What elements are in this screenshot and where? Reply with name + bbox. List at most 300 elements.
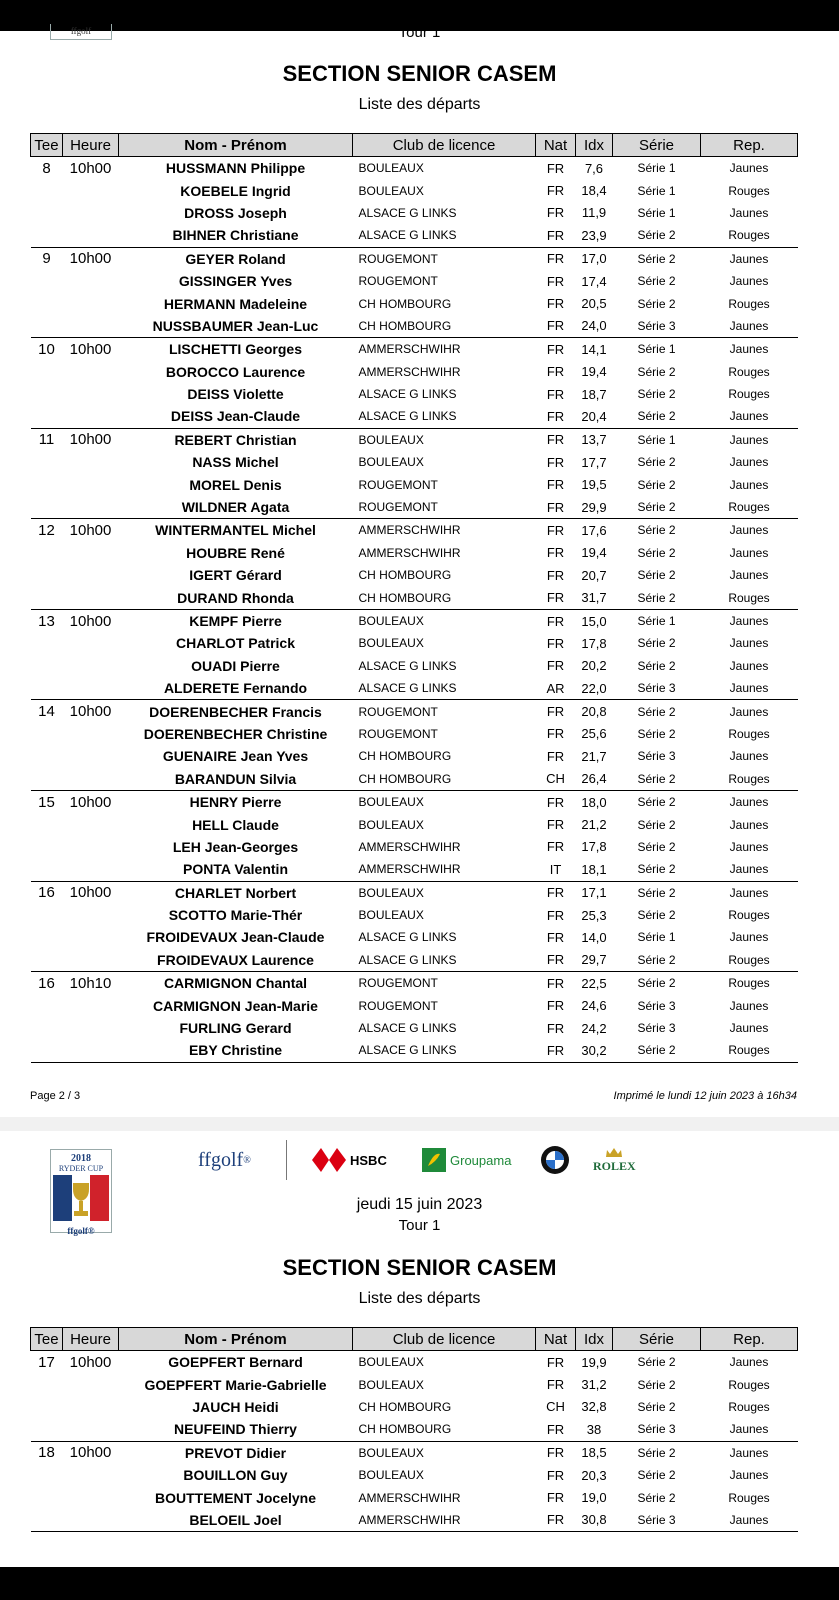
club-name: ALSACE G LINKS [358, 658, 457, 673]
handicap-index: 18,4 [581, 183, 607, 199]
tee-color: Jaunes [729, 568, 769, 583]
nationality: FR [546, 545, 565, 561]
table-row [31, 157, 798, 180]
handicap-index: 24,2 [581, 1020, 607, 1036]
player-name: BELOEIL Joel [119, 1509, 353, 1532]
tee-cell [31, 179, 63, 201]
start-list-body-next [31, 1351, 798, 1532]
table-row [31, 677, 798, 700]
handicap-index: 19,4 [581, 545, 607, 561]
tee-color: Rouges [728, 952, 770, 967]
table-header-row [31, 134, 798, 157]
tee-color: Rouges [701, 972, 798, 995]
nationality: FR [536, 338, 576, 361]
series: Série 1 [613, 609, 701, 632]
tee-cell [31, 904, 63, 926]
club-name: ROUGEMONT [353, 247, 536, 270]
tee-color: Rouges [728, 590, 770, 605]
player-name: DROSS Joseph [184, 204, 287, 221]
handicap-index: 31,7 [581, 590, 607, 606]
nationality: FR [536, 609, 576, 632]
nationality: FR [546, 364, 565, 380]
tee-color: Jaunes [729, 839, 769, 854]
heure-cell: 10h00 [63, 790, 119, 813]
series: Série 2 [637, 568, 676, 583]
heure-cell [63, 224, 119, 247]
club-name: AMMERSCHWIHR [353, 1509, 536, 1532]
series: Série 1 [613, 338, 701, 361]
heure-cell [63, 202, 119, 224]
handicap-index: 21,2 [581, 817, 607, 833]
tee-color: Rouges [728, 908, 770, 923]
player-name: JAUCH Heidi [192, 1398, 279, 1415]
table-row [31, 361, 798, 383]
tee-color: Rouges [701, 1039, 798, 1062]
tee-cell [31, 745, 63, 767]
heure-cell [63, 677, 119, 700]
nationality: FR [546, 929, 565, 945]
table-row [31, 1441, 798, 1464]
nationality: FR [546, 998, 565, 1014]
series: Série 2 [637, 1377, 676, 1392]
series: Série 1 [637, 930, 676, 945]
club-name: BOULEAUX [358, 908, 424, 923]
tee-cell [31, 383, 63, 405]
club-name: CH HOMBOURG [358, 1399, 452, 1414]
handicap-index: 19,0 [581, 1490, 607, 1506]
tee-cell [31, 542, 63, 564]
table-row [31, 836, 798, 858]
player-name: HOUBRE René [186, 544, 285, 561]
nationality: FR [546, 1421, 565, 1437]
player-name: KOEBELE Ingrid [180, 182, 291, 199]
player-name: LEH Jean-Georges [172, 838, 299, 855]
series: Série 2 [637, 228, 676, 243]
player-name: PONTA Valentin [182, 861, 288, 878]
nationality: FR [536, 790, 576, 813]
table-row [31, 473, 798, 495]
groupama-logo: Groupama [422, 1135, 511, 1185]
club-name: ROUGEMONT [358, 998, 438, 1013]
heure-cell [63, 632, 119, 654]
nationality: FR [546, 658, 565, 674]
tee-color: Rouges [728, 228, 770, 243]
tee-color: Jaunes [701, 700, 798, 723]
series: Série 2 [637, 1468, 676, 1483]
player-name: BOUTTEMENT Jocelyne [154, 1489, 317, 1506]
handicap-index: 21,7 [581, 748, 607, 764]
table-row [31, 451, 798, 473]
rolex-logo: ROLEX [593, 1135, 636, 1185]
player-name: FROIDEVAUX Jean-Claude [146, 929, 325, 946]
tee-color: Jaunes [701, 1351, 798, 1374]
handicap-index: 17,8 [581, 635, 607, 651]
table-row [31, 224, 798, 247]
heure-cell [63, 745, 119, 767]
heure-cell [63, 270, 119, 292]
tee-color: Jaunes [729, 636, 769, 651]
tee-color: Jaunes [701, 157, 798, 180]
nationality: FR [546, 296, 565, 312]
header-nom: Nom - Prénom [119, 134, 353, 157]
tee-cell [31, 315, 63, 338]
heure-cell [63, 926, 119, 948]
tee-color: Jaunes [729, 455, 769, 470]
table-row [31, 542, 798, 564]
tee-cell [31, 926, 63, 948]
table-row [31, 179, 798, 201]
handicap-index: 18,7 [581, 386, 607, 402]
nationality: FR [536, 1039, 576, 1062]
club-name: ALSACE G LINKS [358, 930, 457, 945]
header-serie: Série [613, 1328, 701, 1351]
club-name: BOULEAUX [358, 455, 424, 470]
start-list-table-next [30, 1327, 798, 1532]
ryder-ffgolf: ffgolf® [67, 1226, 95, 1236]
tee-color: Jaunes [701, 1509, 798, 1532]
series: Série 3 [637, 318, 676, 333]
header-heure: Heure [63, 134, 119, 157]
page-subtitle-next: Liste des départs [358, 1290, 481, 1307]
club-name: ALSACE G LINKS [358, 681, 457, 696]
club-name: BOULEAUX [353, 1441, 536, 1464]
player-name: DURAND Rhonda [177, 589, 294, 606]
series: Série 2 [613, 790, 701, 813]
club-name: BOULEAUX [358, 183, 424, 198]
nationality: FR [536, 1509, 576, 1532]
series: Série 2 [637, 952, 676, 967]
tee-color: Jaunes [729, 998, 769, 1013]
club-name: ALSACE G LINKS [358, 228, 457, 243]
table-row [31, 926, 798, 948]
tee-color: Jaunes [729, 862, 769, 877]
ryder-year: 2018 [71, 1153, 91, 1164]
printed-timestamp: Imprimé le lundi 12 juin 2023 à 16h34 [613, 1090, 797, 1102]
handicap-index: 20,3 [581, 1467, 607, 1483]
tee-cell [31, 813, 63, 835]
series: Série 2 [637, 839, 676, 854]
heure-cell: 10h00 [63, 1441, 119, 1464]
tee-cell: 17 [31, 1351, 63, 1374]
series: Série 2 [637, 1399, 676, 1414]
club-name: ALSACE G LINKS [358, 387, 457, 402]
player-name: PREVOT Didier [119, 1441, 353, 1464]
club-name: BOULEAUX [353, 881, 536, 904]
nationality: FR [536, 1351, 576, 1374]
heure-cell [63, 994, 119, 1016]
club-name: ROUGEMONT [358, 274, 438, 289]
series: Série 2 [637, 862, 676, 877]
handicap-index: 18,0 [576, 790, 613, 813]
tee-cell [31, 270, 63, 292]
series: Série 1 [613, 157, 701, 180]
nationality: FR [546, 318, 565, 334]
handicap-index: 26,4 [581, 771, 607, 787]
nationality: FR [546, 227, 565, 243]
club-name: ROUGEMONT [358, 500, 438, 515]
start-list-table [30, 133, 798, 1063]
heure-cell [63, 655, 119, 677]
nationality: AR [546, 680, 565, 696]
player-name: BOUILLON Guy [183, 1467, 288, 1484]
club-name: CH HOMBOURG [358, 1422, 452, 1437]
nationality: IT [549, 861, 562, 877]
header-idx: Idx [576, 134, 613, 157]
player-name: NASS Michel [192, 454, 279, 471]
heure-cell [63, 1396, 119, 1418]
handicap-index: 18,1 [581, 861, 607, 877]
tee-cell: 16 [31, 881, 63, 904]
table-row [31, 768, 798, 791]
sponsor-band [170, 1135, 670, 1185]
handicap-index: 22,5 [576, 972, 613, 995]
heure-cell [63, 361, 119, 383]
table-row [31, 609, 798, 632]
nationality: FR [546, 1020, 565, 1036]
tee-cell [31, 1418, 63, 1441]
nationality: FR [536, 972, 576, 995]
club-name: ROUGEMONT [353, 972, 536, 995]
nationality: FR [546, 952, 565, 968]
nationality: FR [546, 205, 565, 221]
heure-cell [63, 383, 119, 405]
heure-cell: 10h00 [63, 700, 119, 723]
handicap-index: 38 [586, 1421, 602, 1437]
heure-cell [63, 949, 119, 972]
hsbc-hexagon-icon [312, 1148, 346, 1172]
heure-cell [63, 858, 119, 881]
tee-color: Rouges [728, 771, 770, 786]
tee-cell [31, 496, 63, 519]
nationality: FR [546, 386, 565, 402]
tee-cell [31, 1017, 63, 1039]
header-nom: Nom - Prénom [119, 1328, 353, 1351]
table-row [31, 858, 798, 881]
header-tee: Tee [31, 1328, 63, 1351]
player-name: GEYER Roland [119, 247, 353, 270]
nationality: FR [546, 1377, 565, 1393]
tee-color: Jaunes [701, 428, 798, 451]
tee-cell: 16 [31, 972, 63, 995]
tee-cell [31, 292, 63, 314]
tee-color: Jaunes [701, 790, 798, 813]
tee-cell [31, 202, 63, 224]
player-name: GISSINGER Yves [178, 273, 293, 290]
logo-divider [286, 1140, 287, 1180]
series: Série 2 [613, 700, 701, 723]
tee-cell: 14 [31, 700, 63, 723]
handicap-index: 23,9 [581, 227, 607, 243]
handicap-index: 15,0 [576, 609, 613, 632]
series: Série 2 [613, 972, 701, 995]
series: Série 2 [637, 500, 676, 515]
heure-cell [63, 1464, 119, 1486]
heure-cell [63, 1486, 119, 1508]
series: Série 2 [613, 519, 701, 542]
series: Série 2 [637, 771, 676, 786]
handicap-index: 17,7 [581, 454, 607, 470]
club-name: CH HOMBOURG [358, 749, 452, 764]
series: Série 1 [637, 183, 676, 198]
tee-color: Jaunes [701, 609, 798, 632]
event-date: jeudi 15 juin 2023 [356, 1196, 483, 1213]
bmw-roundel-icon [540, 1145, 570, 1175]
player-name: GUENAIRE Jean Yves [162, 748, 309, 765]
nationality: FR [546, 907, 565, 923]
nationality: FR [546, 817, 565, 833]
club-name: AMMERSCHWIHR [358, 839, 461, 854]
player-name: DOERENBECHER Francis [119, 700, 353, 723]
tee-cell [31, 405, 63, 428]
club-name: BOULEAUX [353, 790, 536, 813]
heure-cell: 10h00 [63, 338, 119, 361]
player-name: GOEPFERT Bernard [119, 1351, 353, 1374]
player-name: BOROCCO Laurence [165, 363, 306, 380]
nationality: FR [546, 590, 565, 606]
tee-cell [31, 949, 63, 972]
handicap-index: 29,9 [581, 499, 607, 515]
tee-cell [31, 1373, 63, 1395]
heure-cell [63, 1039, 119, 1062]
table-row [31, 1351, 798, 1374]
handicap-index: 32,8 [581, 1399, 607, 1415]
series: Série 2 [637, 274, 676, 289]
series: Série 3 [637, 1021, 676, 1036]
heure-cell: 10h00 [63, 609, 119, 632]
club-name: ROUGEMONT [353, 700, 536, 723]
handicap-index: 19,4 [581, 364, 607, 380]
handicap-index: 20,8 [576, 700, 613, 723]
player-name: CARMIGNON Jean-Marie [153, 997, 318, 1014]
tee-cell: 12 [31, 519, 63, 542]
page-separator [0, 1117, 839, 1131]
club-name: ROUGEMONT [358, 477, 438, 492]
tee-cell: 15 [31, 790, 63, 813]
series: Série 3 [637, 749, 676, 764]
tee-cell [31, 361, 63, 383]
tee-cell [31, 677, 63, 700]
player-name: DEISS Violette [187, 386, 284, 403]
tee-color: Rouges [728, 726, 770, 741]
tour-label: Tour 1 [398, 24, 441, 41]
table-row [31, 1017, 798, 1039]
series: Série 2 [613, 247, 701, 270]
club-name: ALSACE G LINKS [353, 1039, 536, 1062]
player-name: HELL Claude [192, 816, 279, 833]
player-name: HERMANN Madeleine [163, 295, 308, 312]
tee-color: Jaunes [729, 817, 769, 832]
heure-cell [63, 496, 119, 519]
nationality: FR [546, 635, 565, 651]
player-name: NEUFEIND Thierry [174, 1421, 297, 1438]
series: Série 2 [637, 545, 676, 560]
handicap-index: 30,8 [576, 1509, 613, 1532]
club-name: AMMERSCHWIHR [358, 545, 461, 560]
tee-cell: 18 [31, 1441, 63, 1464]
heure-cell [63, 315, 119, 338]
club-name: BOULEAUX [358, 817, 424, 832]
club-name: ROUGEMONT [358, 726, 438, 741]
tee-color: Jaunes [729, 1422, 769, 1437]
club-name: ALSACE G LINKS [358, 409, 457, 424]
club-name: BOULEAUX [358, 1377, 424, 1392]
handicap-index: 17,8 [581, 839, 607, 855]
handicap-index: 13,7 [576, 428, 613, 451]
header-tee: Tee [31, 134, 63, 157]
table-row [31, 632, 798, 654]
handicap-index: 24,6 [581, 998, 607, 1014]
series: Série 3 [637, 1422, 676, 1437]
tee-color: Jaunes [701, 247, 798, 270]
table-row [31, 904, 798, 926]
tee-color: Jaunes [701, 519, 798, 542]
club-name: ALSACE G LINKS [358, 205, 457, 220]
tee-color: Jaunes [729, 409, 769, 424]
heure-cell [63, 1509, 119, 1532]
player-name: SCOTTO Marie-Thér [168, 907, 303, 924]
player-name: ALDERETE Fernando [163, 680, 308, 697]
tee-color: Jaunes [729, 749, 769, 764]
nationality: FR [536, 157, 576, 180]
tour-label-next: Tour 1 [398, 1217, 441, 1234]
player-name: DEISS Jean-Claude [170, 408, 301, 425]
tee-color: Rouges [728, 500, 770, 515]
tee-cell [31, 858, 63, 881]
table-row [31, 994, 798, 1016]
tee-color: Jaunes [701, 1441, 798, 1464]
handicap-index: 14,0 [581, 929, 607, 945]
table-row [31, 1373, 798, 1395]
series: Série 2 [637, 364, 676, 379]
heure-cell: 10h00 [63, 157, 119, 180]
series: Série 2 [637, 455, 676, 470]
heure-cell [63, 586, 119, 609]
club-name: ALSACE G LINKS [358, 952, 457, 967]
tee-color: Jaunes [729, 274, 769, 289]
nationality: FR [546, 1467, 565, 1483]
heure-cell: 10h00 [63, 428, 119, 451]
player-name: FURLING Gerard [179, 1020, 292, 1037]
tee-cell [31, 473, 63, 495]
tee-color: Rouges [728, 1399, 770, 1414]
handicap-index: 20,4 [581, 408, 607, 424]
player-name: WILDNER Agata [181, 499, 290, 516]
nationality: CH [546, 771, 565, 787]
player-name: EBY Christine [119, 1039, 353, 1062]
tee-cell [31, 1039, 63, 1062]
heure-cell [63, 813, 119, 835]
tee-color: Jaunes [701, 881, 798, 904]
series: Série 2 [637, 908, 676, 923]
club-name: BOULEAUX [353, 428, 536, 451]
series: Série 2 [637, 636, 676, 651]
table-row [31, 700, 798, 723]
tee-cell: 9 [31, 247, 63, 270]
page-number: Page 2 / 3 [30, 1090, 81, 1102]
tee-color: Jaunes [729, 318, 769, 333]
tee-color: Rouges [728, 296, 770, 311]
tee-cell [31, 723, 63, 745]
handicap-index: 19,5 [581, 477, 607, 493]
tee-cell [31, 994, 63, 1016]
header-heure: Heure [63, 1328, 119, 1351]
header-rep: Rep. [701, 134, 798, 157]
heure-cell: 10h00 [63, 519, 119, 542]
nationality: FR [546, 477, 565, 493]
heure-cell: 10h00 [63, 881, 119, 904]
player-name: OUADI Pierre [191, 657, 280, 674]
series: Série 2 [637, 590, 676, 605]
